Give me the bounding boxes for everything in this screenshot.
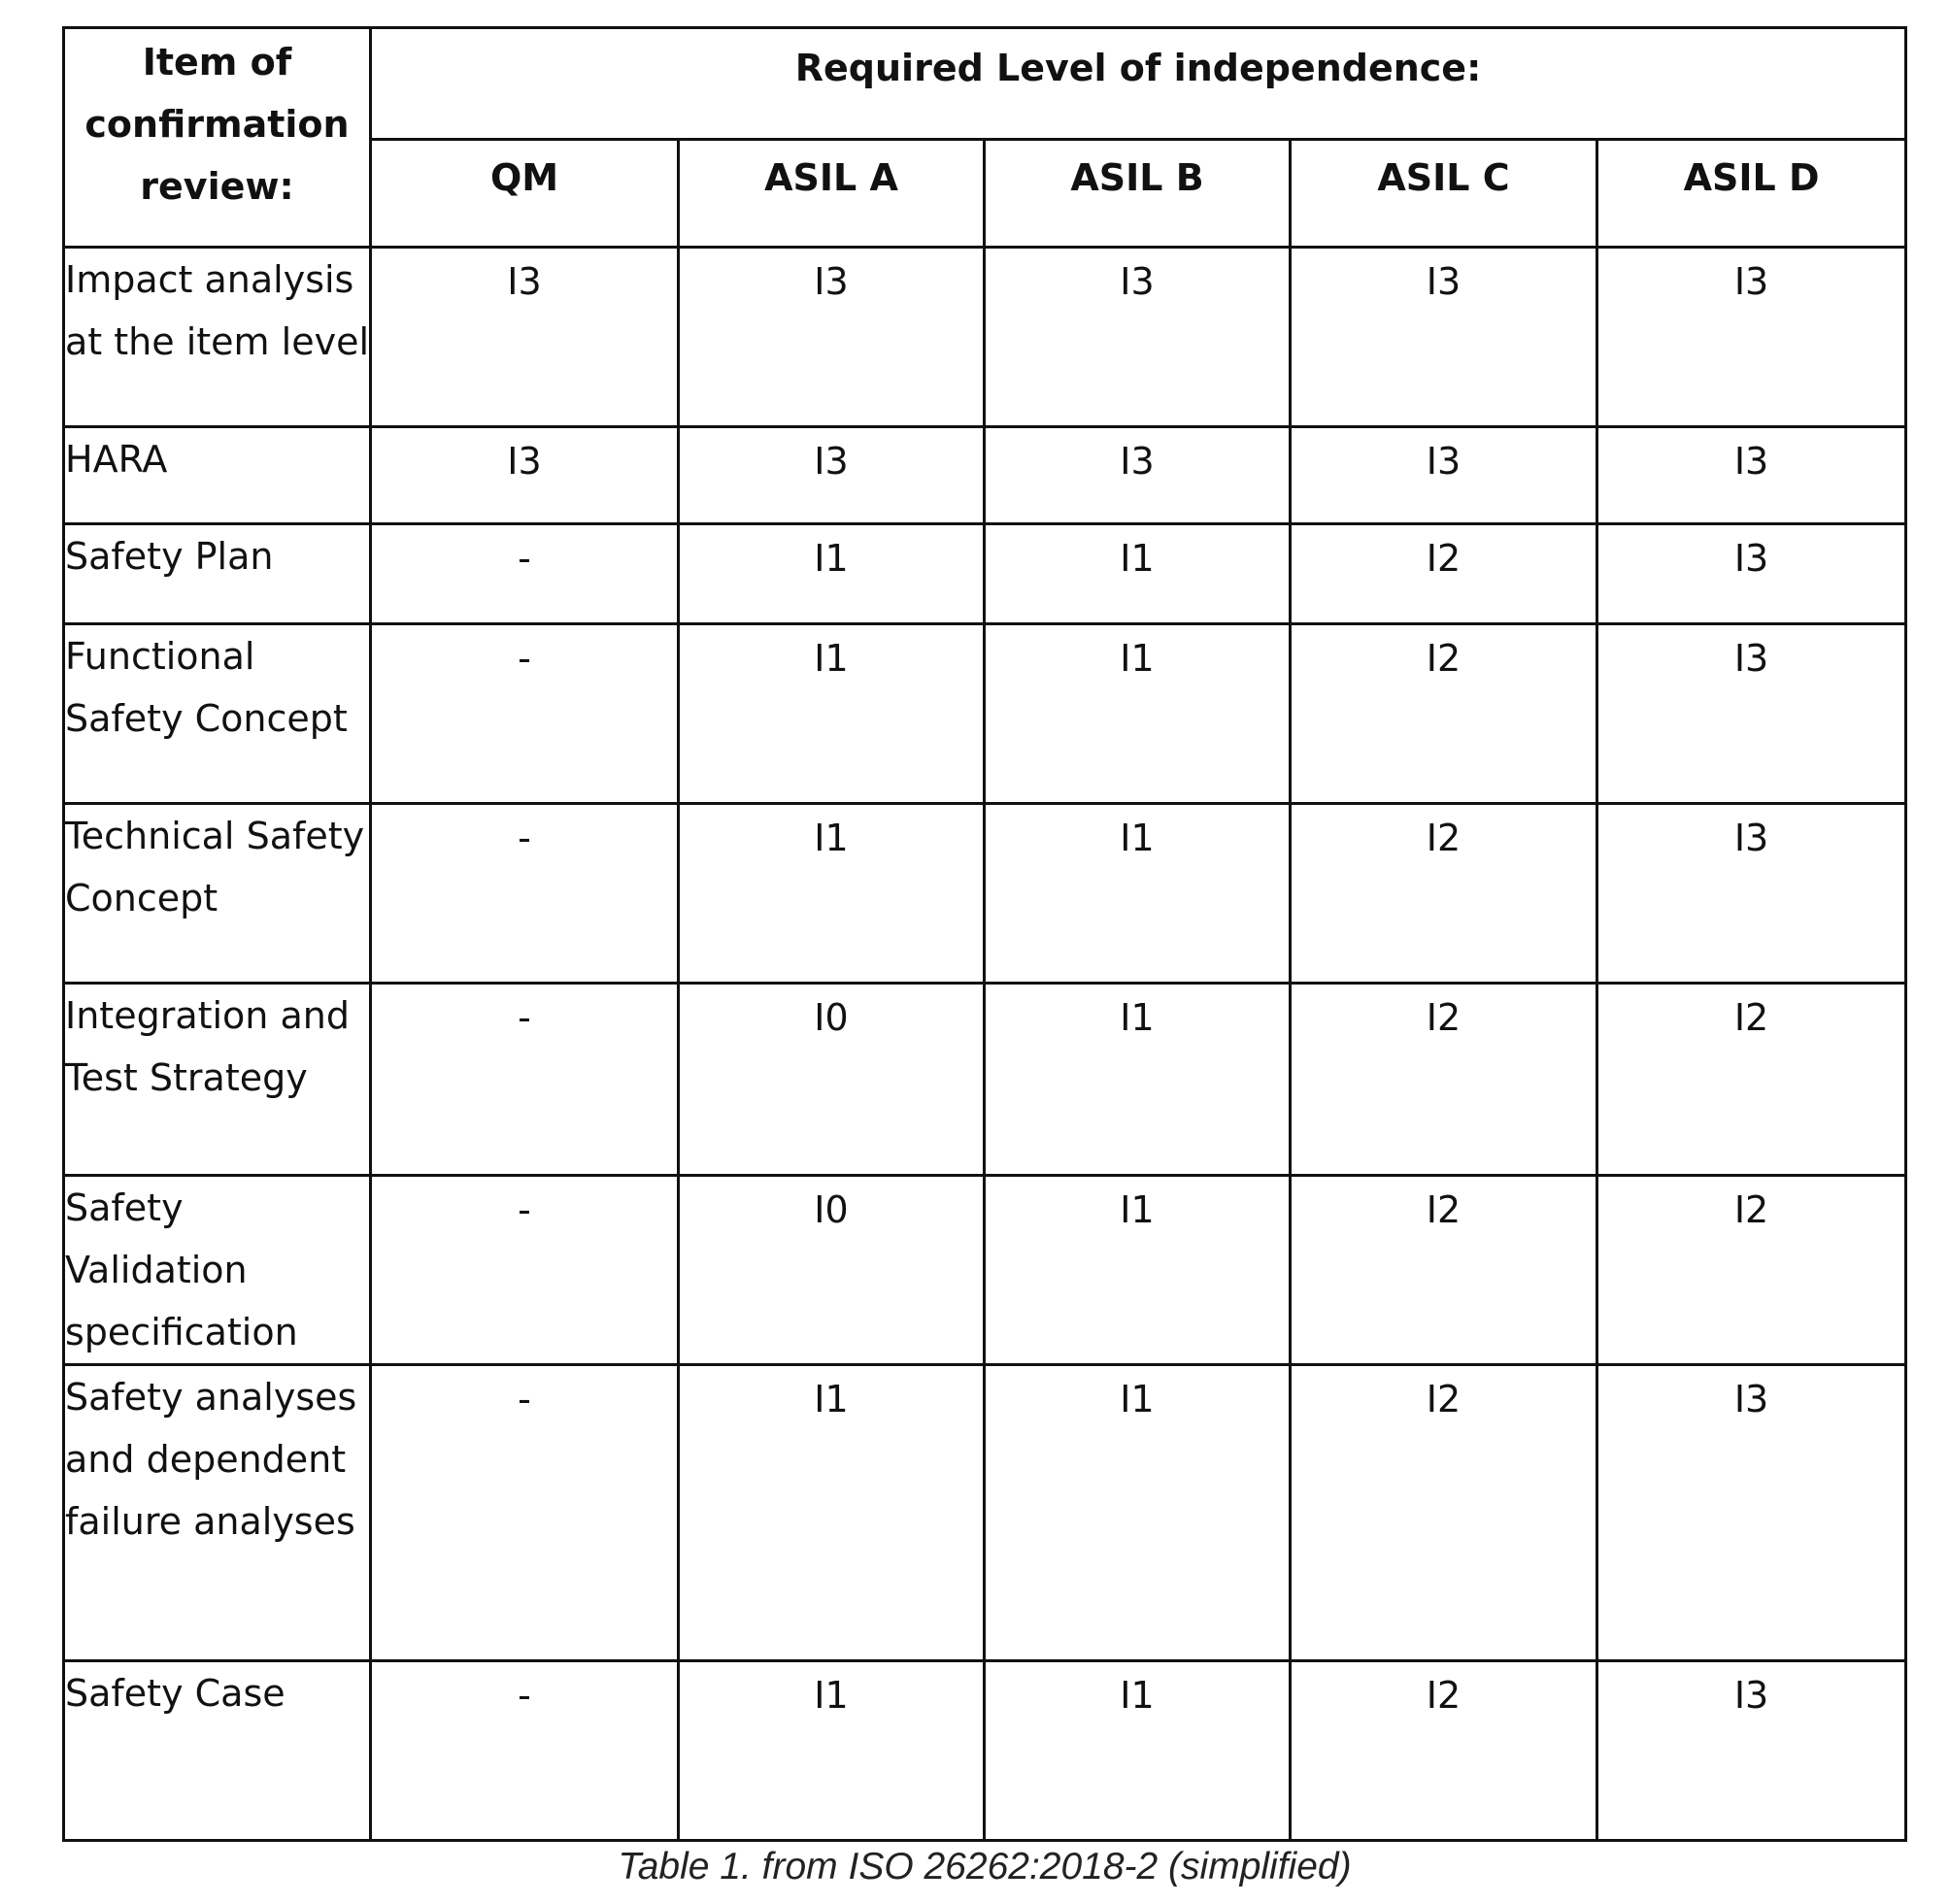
independence-value-cell: - [371,624,679,804]
independence-value-cell: I3 [679,248,985,427]
independence-value-cell: I3 [679,427,985,524]
independence-value-cell: - [371,1176,679,1365]
row-item-label: Integration and Test Strategy [64,984,371,1176]
table-caption: Table 1. from ISO 26262:2018-2 (simplified) [618,1846,1352,1887]
table-header [64,28,1906,248]
independence-table [62,26,1907,1888]
independence-value-cell: - [371,804,679,984]
independence-value-cell: I1 [679,1365,985,1661]
row-item-label: Safety Plan [64,524,371,624]
independence-value-cell: I1 [985,524,1291,624]
table-row [64,1661,1906,1841]
independence-value-cell: I2 [1291,624,1597,804]
independence-value-cell: I3 [1597,248,1906,427]
independence-value-cell: I1 [985,1365,1291,1661]
independence-value-cell: I3 [1291,248,1597,427]
independence-value-cell: I2 [1291,1365,1597,1661]
row-item-label: HARA [64,427,371,524]
independence-value-cell: I2 [1291,1176,1597,1365]
independence-value-cell: I2 [1291,1661,1597,1841]
independence-value-cell: I1 [985,1661,1291,1841]
independence-value-cell: I3 [985,248,1291,427]
table-row [64,1365,1906,1661]
independence-value-cell: I3 [1597,524,1906,624]
table-row [64,248,1906,427]
independence-value-cell: I3 [371,427,679,524]
independence-value-cell: I1 [985,984,1291,1176]
row-item-label: Impact analysis at the item level [64,248,371,427]
independence-group-header: Required Level of independence: [371,28,1906,140]
independence-value-cell: I1 [985,1176,1291,1365]
independence-value-cell: I3 [1597,1661,1906,1841]
level-header-asil-a: ASIL A [679,140,985,248]
independence-value-cell: I0 [679,984,985,1176]
level-header-asil-c: ASIL C [1291,140,1597,248]
independence-value-cell: I1 [679,1661,985,1841]
independence-value-cell: I0 [679,1176,985,1365]
independence-value-cell: I1 [679,804,985,984]
table-row [64,984,1906,1176]
table-row [64,427,1906,524]
level-header-asil-b: ASIL B [985,140,1291,248]
table-row [64,524,1906,624]
table-row [64,804,1906,984]
independence-value-cell: I3 [1597,427,1906,524]
independence-value-cell: I3 [1291,427,1597,524]
independence-value-cell: I3 [985,427,1291,524]
independence-value-cell: - [371,524,679,624]
independence-value-cell: I3 [371,248,679,427]
independence-value-cell: I1 [985,804,1291,984]
independence-value-cell: - [371,1661,679,1841]
table-row [64,624,1906,804]
independence-value-cell: I2 [1597,1176,1906,1365]
item-column-header: Item of confirmation review: [64,28,371,248]
independence-value-cell: I3 [1597,1365,1906,1661]
table-figure [62,26,1904,1888]
independence-value-cell: - [371,984,679,1176]
row-item-label: Safety analyses and dependent failure analyses [64,1365,371,1661]
independence-value-cell: I3 [1597,804,1906,984]
independence-value-cell: I3 [1597,624,1906,804]
row-item-label: Safety Case [64,1661,371,1841]
independence-value-cell: I2 [1291,804,1597,984]
independence-value-cell: I2 [1291,984,1597,1176]
table-body [64,248,1906,1841]
row-item-label: Functional Safety Concept [64,624,371,804]
independence-value-cell: I2 [1291,524,1597,624]
independence-value-cell: I2 [1597,984,1906,1176]
table-row [64,1176,1906,1365]
level-header-qm: QM [371,140,679,248]
independence-value-cell: I1 [679,524,985,624]
level-header-asil-d: ASIL D [1597,140,1906,248]
row-item-label: Safety Validation specification [64,1176,371,1365]
independence-value-cell: I1 [985,624,1291,804]
row-item-label: Technical Safety Concept [64,804,371,984]
independence-value-cell: - [371,1365,679,1661]
independence-value-cell: I1 [679,624,985,804]
